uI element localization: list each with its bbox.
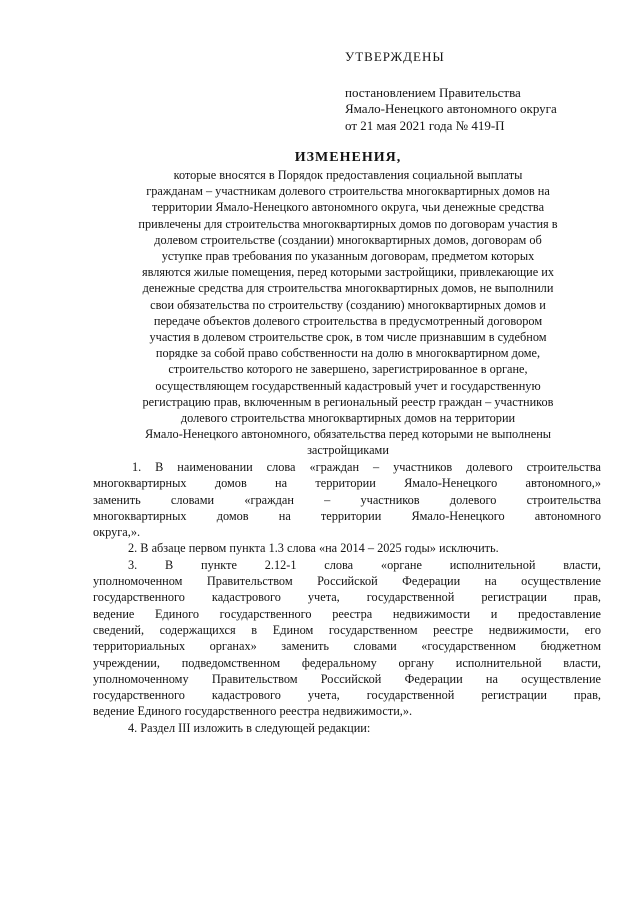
heading-line: уступке прав требования по указанным договорам, предметом которых [161, 249, 535, 264]
approval-line: от 21 мая 2021 года № 419-П [345, 117, 505, 133]
amendment-item-2 [93, 540, 601, 556]
paragraph-line: территориальных органах» заменить словами «государственном бюджетном [93, 639, 601, 654]
heading-line: строительство которого не завершено, зарегистрированное в органе, [168, 362, 528, 377]
heading-line: регистрацию прав, включенным в региональный реестр граждан – участников [142, 394, 554, 409]
paragraph-line: 1. В наименовании слова «граждан – участников долевого строительства [132, 460, 601, 474]
approval-line: Ямало-Ненецкого автономного округа [345, 101, 557, 116]
amendment-item-1 [93, 459, 601, 540]
heading-line: привлечены для строительства многоквартирных домов по договорам участия в [138, 216, 558, 231]
amendment-item-4 [93, 720, 601, 736]
paragraph-line: уполномоченном Правительством Российской Федерации на осуществление [93, 574, 601, 589]
paragraph-line: государственного кадастрового учета, государственной регистрации прав, [93, 590, 601, 605]
paragraph-line: государственного кадастрового учета, государственной регистрации прав, [93, 688, 601, 703]
paragraph-line: 4. Раздел III изложить в следующей редакции: [128, 720, 371, 735]
approval-block [345, 49, 625, 134]
heading-line: осуществляющем государственный кадастровый учет и государственную [155, 378, 541, 393]
heading-line: территории Ямало-Ненецкого автономного округа, чьи денежные средства [151, 200, 545, 215]
heading-line: застройщиками [307, 443, 389, 458]
heading-line: порядке за собой право собственности на долю в многоквартирном доме, [155, 346, 541, 361]
document-heading [92, 149, 604, 459]
heading-line: гражданам – участникам долевого строительства многоквартирных домов на [146, 184, 550, 199]
paragraph-line: учреждении, подведомственном федеральному органу исполнительной власти, [93, 655, 601, 670]
heading-line: передаче объектов долевого строительства в предусмотренный договором [153, 313, 543, 328]
heading-line: являются жилые помещения, перед которыми застройщики, привлекающие их [141, 265, 555, 280]
paragraph-line: 3. В пункте 2.12-1 слова «органе исполнительной власти, [128, 557, 601, 572]
amendment-list [93, 459, 601, 736]
heading-line: денежные средства для строительства многоквартирных домов, не выполнили [142, 281, 554, 296]
paragraph-line: многоквартирных домов на территории Ямало-Ненецкого автономного [93, 508, 601, 523]
paragraph-line: уполномоченному Правительством Российской Федерации на осуществление [93, 671, 601, 686]
paragraph-line: ведение Единого государственного реестра недвижимости и предоставление [93, 606, 601, 621]
paragraph-line: 2. В абзаце первом пункта 1.3 слова «на 2014 – 2025 годы» исключить. [128, 541, 499, 556]
heading-line: долевого строительства многоквартирных домов на территории [180, 411, 516, 426]
paragraph-line: многоквартирных домов на территории Ямало-Ненецкого автономного,» [93, 476, 601, 491]
heading-line: свои обязательства по строительству (созданию) многоквартирных домов и [150, 297, 546, 312]
document-title: ИЗМЕНЕНИЯ, [294, 150, 402, 165]
approval-stamp: УТВЕРЖДЕНЫ [345, 49, 445, 64]
paragraph-line: округа,». [93, 525, 141, 540]
amendment-item-3 [93, 557, 601, 720]
heading-line: Ямало-Ненецкого автономного, обязательства перед которыми не выполнены [144, 427, 552, 442]
heading-line: долевом строительстве (создании) многоквартирных домов, договорам об [154, 232, 542, 247]
approval-line: постановлением Правительства [345, 84, 521, 100]
heading-line: которые вносятся в Порядок предоставления социальной выплаты [173, 168, 523, 182]
paragraph-line: заменить словами «граждан – участников долевого строительства [93, 492, 601, 507]
paragraph-line: сведений, содержащихся в Едином государственном реестре недвижимости, его [93, 622, 601, 637]
heading-line: участия в долевом строительстве срок, в том числе признавшим в судебном [149, 330, 547, 345]
paragraph-line: ведение Единого государственного реестра недвижимости,». [93, 704, 413, 719]
